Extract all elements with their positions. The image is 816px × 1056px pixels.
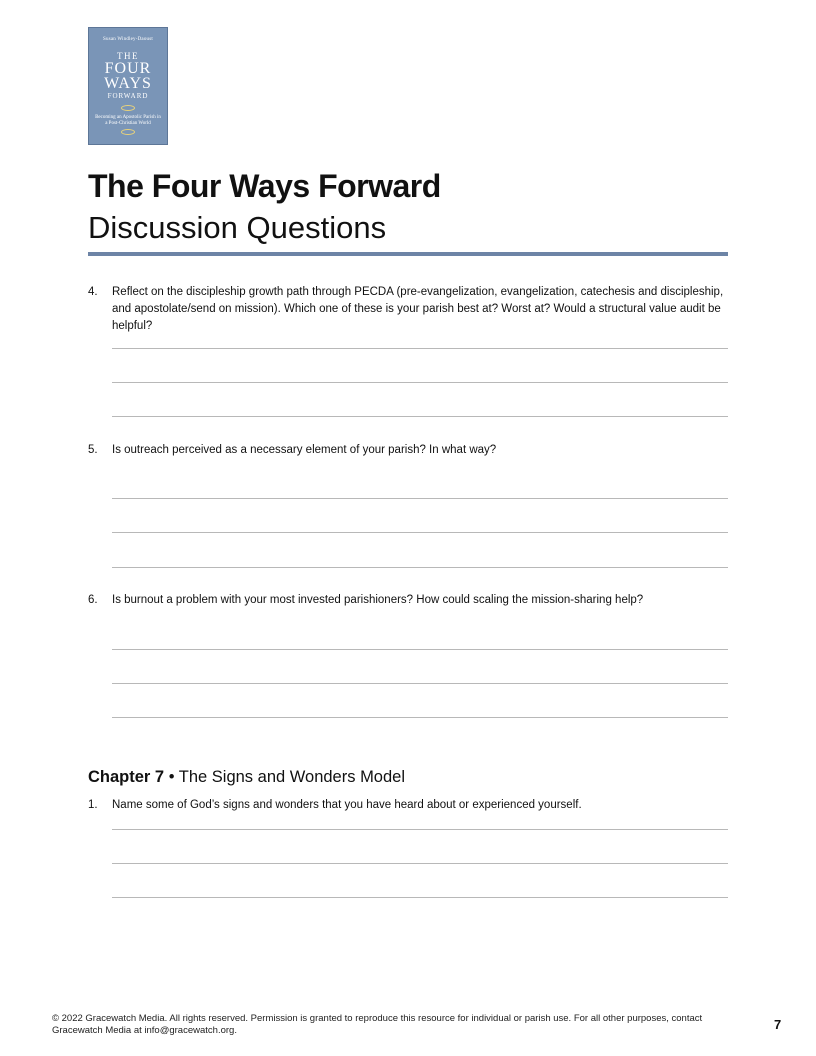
question-item <box>88 797 728 814</box>
question-item <box>88 592 728 609</box>
cover-title-forward: FORWARD <box>107 92 149 100</box>
answer-line[interactable] <box>112 348 728 349</box>
cover-title-ways: WAYS <box>104 75 152 92</box>
chapter-heading <box>88 768 405 787</box>
answer-line[interactable] <box>112 829 728 830</box>
fish-symbol-icon <box>121 129 135 135</box>
chapter-label: Chapter 7 <box>88 768 165 786</box>
answer-line[interactable] <box>112 567 728 568</box>
title-divider <box>88 252 728 256</box>
chapter-separator: • <box>164 768 179 786</box>
question-number: 6. <box>88 594 98 606</box>
question-text: Reflect on the discipleship growth path through PECDA (pre-evangelization, evangelization, catechesis and discipleship, and apostolate/send on mission). Which one of these is your parish best at? Worst at? Would a structural value audit be helpful? <box>112 286 724 332</box>
answer-line[interactable] <box>112 897 728 898</box>
answer-line[interactable] <box>112 683 728 684</box>
answer-line[interactable] <box>112 717 728 718</box>
cover-subtitle: Becoming an Apostolic Parish in a Post-Christian World <box>95 115 161 126</box>
cover-title-the: THE <box>117 51 139 61</box>
answer-line[interactable] <box>112 863 728 864</box>
question-number: 4. <box>88 286 98 298</box>
fish-symbol-icon <box>121 105 135 111</box>
answer-line[interactable] <box>112 382 728 383</box>
answer-line[interactable] <box>112 498 728 499</box>
question-number: 5. <box>88 444 98 456</box>
question-item <box>88 442 728 459</box>
question-number: 1. <box>88 799 98 811</box>
copyright-footer: © 2022 Gracewatch Media. All rights reserved. Permission is granted to reproduce this resource for individual or parish use. For all other purposes, contact Gracewatch Media at info@gracewatch.org. <box>52 1013 703 1036</box>
cover-author: Susan Windley-Daoust <box>103 37 153 42</box>
book-cover-image <box>88 27 168 145</box>
answer-line[interactable] <box>112 416 728 417</box>
page-subtitle: Discussion Questions <box>88 210 387 245</box>
chapter-title: The Signs and Wonders Model <box>178 768 406 786</box>
answer-line[interactable] <box>112 532 728 533</box>
answer-line[interactable] <box>112 649 728 650</box>
question-text: Is outreach perceived as a necessary element of your parish? In what way? <box>112 444 497 456</box>
cover-title-four: FOUR <box>104 60 152 77</box>
question-item <box>88 284 728 335</box>
question-text: Is burnout a problem with your most invested parishioners? How could scaling the mission-sharing help? <box>112 594 644 606</box>
page-title: The Four Ways Forward <box>88 168 441 204</box>
page-number: 7 <box>774 1017 782 1032</box>
question-text: Name some of God’s signs and wonders that you have heard about or experienced yourself. <box>112 799 582 811</box>
